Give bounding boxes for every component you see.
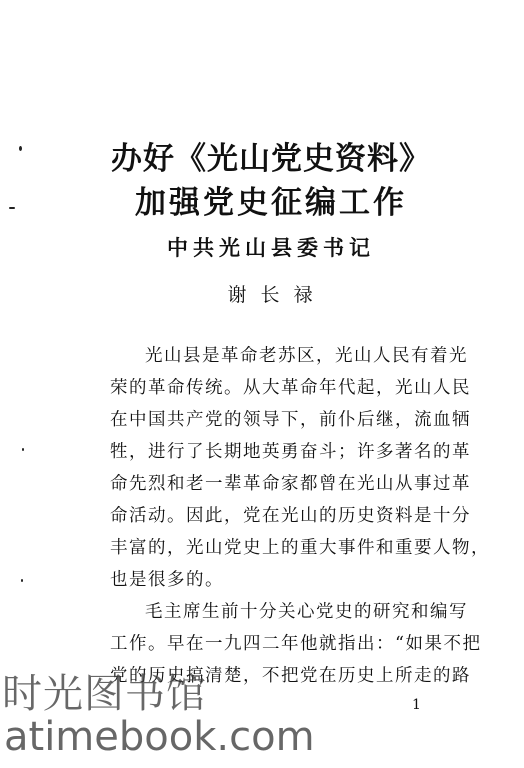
body-line: 也是很多的。 — [110, 570, 224, 590]
body-line: 党的历史搞清楚，不把党在历史上所走的路 — [110, 666, 471, 686]
scan-speck — [21, 579, 23, 582]
body-line: 光山县是革命老苏区，光山人民有着光 — [145, 346, 468, 366]
author: 谢长禄 — [227, 284, 327, 306]
body-line: 在中国共产党的领导下，前仆后继，流血牺 — [110, 410, 471, 430]
subtitle: 中共光山县委书记 — [167, 235, 375, 260]
page-number: 1 — [412, 697, 421, 713]
body-line: 工作。早在一九四二年他就指出：“如果不把 — [110, 634, 482, 654]
body-line: 命活动。因此，党在光山的历史资料是十分 — [110, 506, 471, 526]
title-line-1: 办好《光山党史资料》 — [111, 141, 431, 177]
watermark-chinese: 时光图书馆 — [2, 671, 207, 717]
body-line: 牲，进行了长期地英勇奋斗；许多著名的革 — [110, 442, 471, 462]
body-line: 毛主席生前十分关心党史的研究和编写 — [145, 602, 468, 622]
scan-speck — [22, 448, 24, 451]
title-line-2: 加强党史征编工作 — [135, 185, 407, 221]
body-line: 命先烈和老一辈革命家都曾在光山从事过革 — [110, 474, 471, 494]
body-line: 荣的革命传统。从大革命年代起，光山人民 — [110, 378, 471, 398]
body-line: 丰富的，光山党史上的重大事件和重要人物， — [110, 538, 490, 558]
watermark-url: atimebook.com — [4, 714, 315, 760]
